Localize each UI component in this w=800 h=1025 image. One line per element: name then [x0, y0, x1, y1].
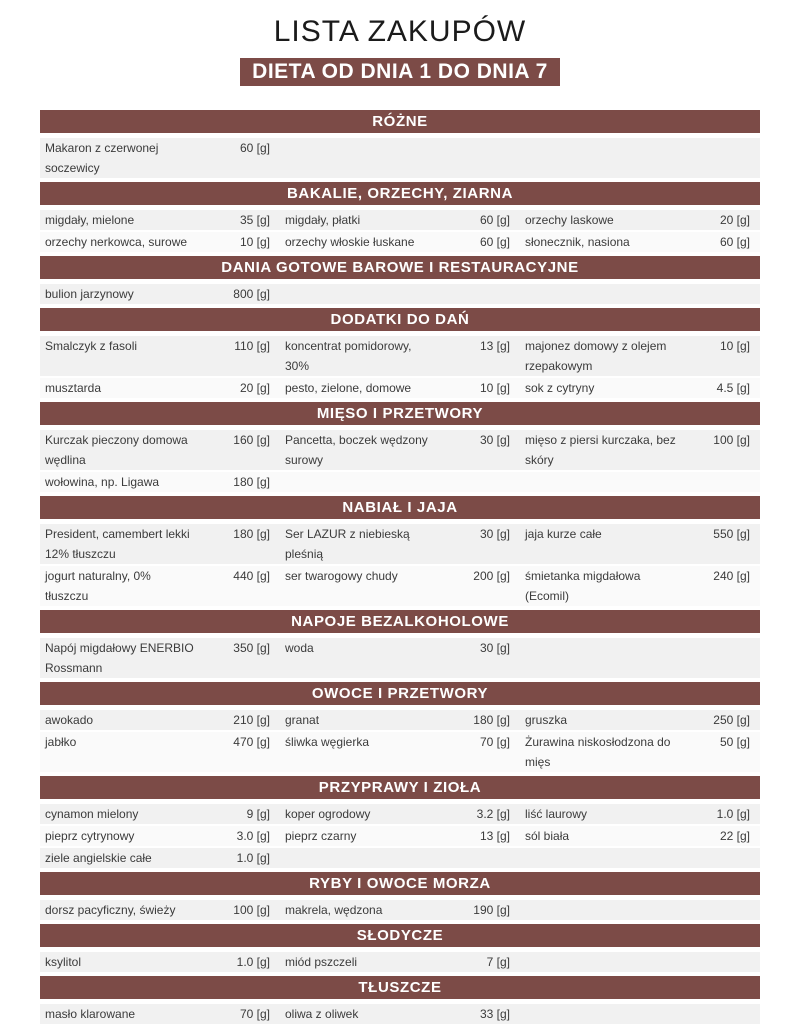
list-item [520, 566, 760, 606]
item-quantity: 250 [g] [713, 713, 750, 727]
list-item [280, 1004, 520, 1024]
item-name: gruszka [525, 713, 568, 727]
item-name: pesto, zielone, domowe [285, 381, 412, 395]
list-item [40, 638, 280, 678]
item-name: jaja kurze całe [525, 527, 602, 541]
item-quantity: 4.5 [g] [716, 381, 750, 395]
table-row [40, 472, 760, 492]
item-name: mięso z piersi kurczaka, bez skóry [525, 433, 676, 467]
item-name: awokado [45, 713, 94, 727]
item-name: bulion jarzynowy [45, 287, 134, 301]
item-name: migdały, płatki [285, 213, 361, 227]
item-quantity: 7 [g] [486, 955, 510, 969]
list-item [520, 804, 760, 824]
list-item [280, 638, 520, 678]
table-row [40, 336, 760, 376]
table-row [40, 524, 760, 564]
item-quantity: 13 [g] [479, 339, 510, 353]
list-item [280, 804, 520, 824]
table-row [40, 430, 760, 470]
item-quantity: 60 [g] [239, 141, 270, 155]
item-name: liść laurowy [525, 807, 588, 821]
item-quantity: 70 [g] [239, 1007, 270, 1021]
list-item [280, 732, 520, 772]
shopping-list [40, 110, 760, 1025]
section-body [40, 705, 760, 776]
list-item [280, 710, 520, 730]
item-quantity: 210 [g] [233, 713, 270, 727]
item-quantity: 60 [g] [479, 235, 510, 249]
list-item [40, 826, 280, 846]
item-quantity: 10 [g] [479, 381, 510, 395]
table-row [40, 232, 760, 252]
item-quantity: 550 [g] [713, 527, 750, 541]
section-header: OWOCE I PRZETWORY [40, 682, 760, 705]
table-row [40, 1004, 760, 1024]
list-item [520, 232, 760, 252]
item-quantity: 160 [g] [233, 433, 270, 447]
section-header: SŁODYCZE [40, 924, 760, 947]
section-body [40, 279, 760, 308]
list-item [280, 566, 520, 606]
item-quantity: 10 [g] [239, 235, 270, 249]
item-name: pieprz czarny [285, 829, 357, 843]
table-row [40, 378, 760, 398]
item-quantity: 9 [g] [246, 807, 270, 821]
item-name: orzechy nerkowca, surowe [45, 235, 188, 249]
item-name: ziele angielskie całe [45, 851, 152, 865]
item-name: Smalczyk z fasoli [45, 339, 138, 353]
item-name: ser twarogowy chudy [285, 569, 398, 583]
list-item [40, 472, 280, 492]
item-name: orzechy laskowe [525, 213, 614, 227]
section-body [40, 633, 760, 682]
item-name: koper ogrodowy [285, 807, 371, 821]
item-quantity: 470 [g] [233, 735, 270, 749]
item-name: śmietanka migdałowa (Ecomil) [525, 569, 641, 603]
item-name: Kurczak pieczony domowa wędlina [45, 433, 188, 467]
list-item [280, 378, 520, 398]
section-header: NAPOJE BEZALKOHOLOWE [40, 610, 760, 633]
section-header: DANIA GOTOWE BAROWE I RESTAURACYJNE [40, 256, 760, 279]
list-item [40, 1004, 280, 1024]
section-header: TŁUSZCZE [40, 976, 760, 999]
table-row [40, 952, 760, 972]
item-name: migdały, mielone [45, 213, 135, 227]
table-row [40, 710, 760, 730]
section-header: NABIAŁ I JAJA [40, 496, 760, 519]
section-body [40, 999, 760, 1025]
item-quantity: 100 [g] [233, 903, 270, 917]
section-body [40, 947, 760, 976]
item-name: Makaron z czerwonej soczewicy [45, 141, 159, 175]
item-name: ksylitol [45, 955, 82, 969]
item-name: woda [285, 641, 314, 655]
section-body [40, 331, 760, 402]
item-quantity: 60 [g] [719, 235, 750, 249]
item-quantity: 3.0 [g] [236, 829, 270, 843]
item-quantity: 30 [g] [479, 433, 510, 447]
item-quantity: 13 [g] [479, 829, 510, 843]
table-row [40, 826, 760, 846]
item-quantity: 100 [g] [713, 433, 750, 447]
list-item [520, 378, 760, 398]
list-item [40, 138, 280, 178]
list-item [40, 210, 280, 230]
list-item [280, 210, 520, 230]
list-item [280, 336, 520, 376]
list-item [40, 524, 280, 564]
table-row [40, 848, 760, 868]
list-item [280, 900, 520, 920]
item-quantity: 240 [g] [713, 569, 750, 583]
table-row [40, 732, 760, 772]
section-body [40, 519, 760, 610]
list-item [280, 826, 520, 846]
item-quantity: 180 [g] [233, 475, 270, 489]
item-name: Napój migdałowy ENERBIO Rossmann [45, 641, 194, 675]
item-quantity: 50 [g] [719, 735, 750, 749]
list-item [40, 430, 280, 470]
item-quantity: 30 [g] [479, 641, 510, 655]
item-quantity: 110 [g] [234, 339, 270, 353]
item-quantity: 3.2 [g] [476, 807, 510, 821]
item-name: musztarda [45, 381, 102, 395]
item-name: orzechy włoskie łuskane [285, 235, 415, 249]
item-name: słonecznik, nasiona [525, 235, 630, 249]
item-quantity: 20 [g] [719, 213, 750, 227]
table-row [40, 138, 760, 178]
list-item [40, 284, 280, 304]
table-row [40, 900, 760, 920]
section-body [40, 205, 760, 256]
item-quantity: 70 [g] [479, 735, 510, 749]
item-name: koncentrat pomidorowy, 30% [285, 339, 412, 373]
list-item [280, 524, 520, 564]
table-row [40, 284, 760, 304]
item-quantity: 30 [g] [479, 527, 510, 541]
section-header: RYBY I OWOCE MORZA [40, 872, 760, 895]
item-name: pieprz cytrynowy [45, 829, 135, 843]
item-name: Pancetta, boczek wędzony surowy [285, 433, 428, 467]
section-body [40, 425, 760, 496]
item-name: dorsz pacyficzny, świeży [45, 903, 176, 917]
list-item [280, 232, 520, 252]
item-quantity: 800 [g] [233, 287, 270, 301]
list-item [40, 232, 280, 252]
section-body [40, 133, 760, 182]
item-name: śliwka węgierka [285, 735, 370, 749]
list-item [40, 804, 280, 824]
item-name: Żurawina niskosłodzona do mięs [525, 735, 671, 769]
item-quantity: 22 [g] [719, 829, 750, 843]
item-quantity: 190 [g] [473, 903, 510, 917]
list-item [40, 732, 280, 772]
item-quantity: 35 [g] [239, 213, 270, 227]
list-item [520, 732, 760, 772]
item-quantity: 1.0 [g] [236, 851, 270, 865]
list-item [40, 336, 280, 376]
item-quantity: 200 [g] [473, 569, 510, 583]
table-row [40, 566, 760, 606]
list-item [520, 710, 760, 730]
item-quantity: 350 [g] [233, 641, 270, 655]
item-quantity: 180 [g] [473, 713, 510, 727]
item-quantity: 1.0 [g] [236, 955, 270, 969]
item-name: Ser LAZUR z niebieską pleśnią [285, 527, 410, 561]
item-name: sól biała [525, 829, 570, 843]
list-item [520, 210, 760, 230]
table-row [40, 804, 760, 824]
item-name: makrela, wędzona [285, 903, 383, 917]
section-header: PRZYPRAWY I ZIOŁA [40, 776, 760, 799]
section-body [40, 799, 760, 872]
list-item [280, 430, 520, 470]
list-item [40, 378, 280, 398]
list-item [40, 900, 280, 920]
list-item [40, 710, 280, 730]
list-item [520, 336, 760, 376]
section-header: RÓŻNE [40, 110, 760, 133]
item-quantity: 60 [g] [479, 213, 510, 227]
page-title: LISTA ZAKUPÓW [273, 15, 527, 48]
list-item [520, 826, 760, 846]
item-name: President, camembert lekki 12% tłuszczu [45, 527, 190, 561]
list-item [520, 430, 760, 470]
item-quantity: 20 [g] [239, 381, 270, 395]
item-name: jabłko [45, 735, 77, 749]
item-quantity: 1.0 [g] [716, 807, 750, 821]
item-name: majonez domowy z olejem rzepakowym [525, 339, 667, 373]
list-item [520, 524, 760, 564]
section-header: MIĘSO I PRZETWORY [40, 402, 760, 425]
list-item [40, 566, 280, 606]
item-quantity: 180 [g] [233, 527, 270, 541]
list-item [40, 952, 280, 972]
item-name: sok z cytryny [525, 381, 595, 395]
item-quantity: 33 [g] [479, 1007, 510, 1021]
item-name: cynamon mielony [45, 807, 139, 821]
section-body [40, 895, 760, 924]
item-name: jogurt naturalny, 0% tłuszczu [45, 569, 151, 603]
item-name: wołowina, np. Ligawa [45, 475, 160, 489]
list-item [280, 952, 520, 972]
item-name: oliwa z oliwek [285, 1007, 359, 1021]
item-name: masło klarowane [45, 1007, 136, 1021]
table-row [40, 210, 760, 230]
item-quantity: 10 [g] [719, 339, 750, 353]
item-name: miód pszczeli [285, 955, 358, 969]
section-header: BAKALIE, ORZECHY, ZIARNA [40, 182, 760, 205]
item-name: granat [285, 713, 320, 727]
list-item [40, 848, 280, 868]
item-quantity: 440 [g] [233, 569, 270, 583]
table-row [40, 638, 760, 678]
diet-range-banner: DIETA OD DNIA 1 DO DNIA 7 [240, 58, 560, 86]
subtitle-row [0, 58, 800, 86]
section-header: DODATKI DO DAŃ [40, 308, 760, 331]
